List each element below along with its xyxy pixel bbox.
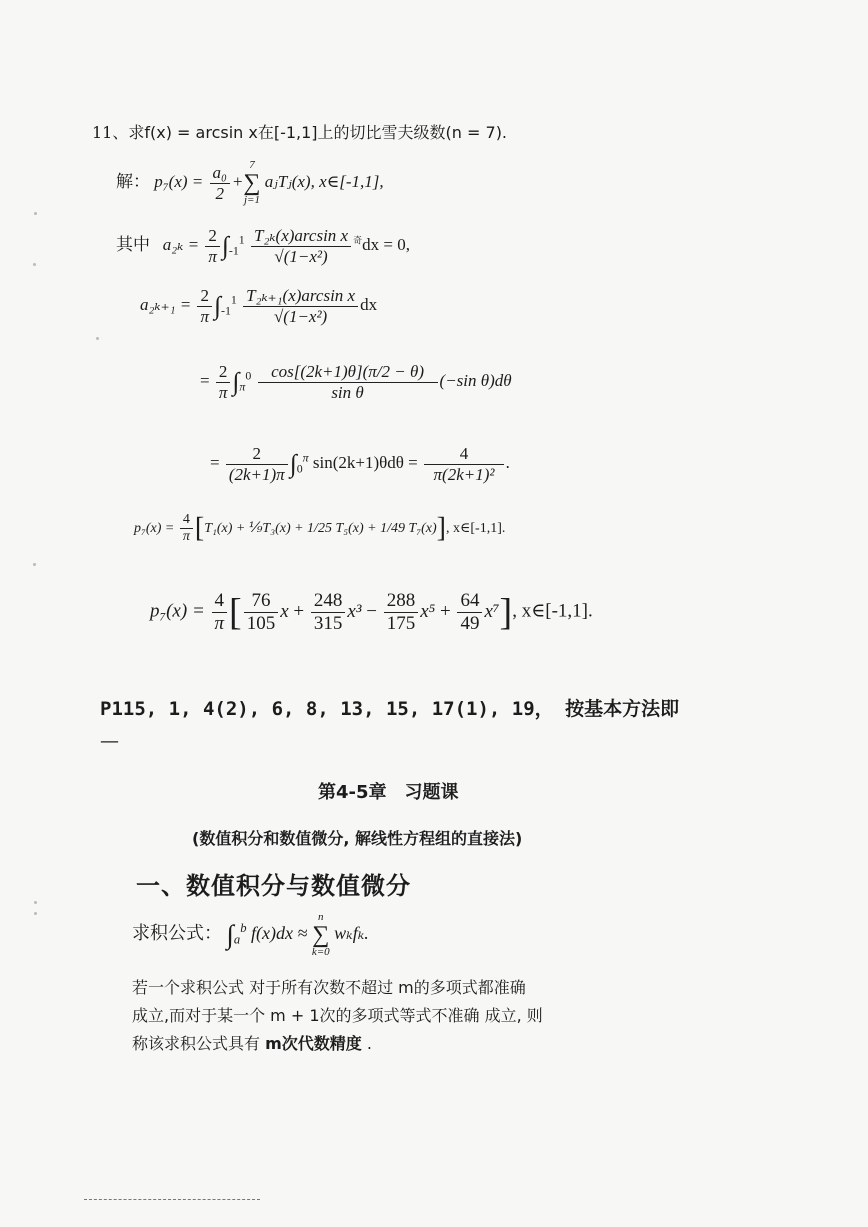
para-line-1: 若一个求积公式 对于所有次数不超过 m的多项式都准确 bbox=[132, 978, 526, 997]
poly-coef-num: 4 bbox=[212, 590, 228, 613]
quadrature-formula: 求积公式： $\int_a^b$ f(x)dx ≈ n ∑ k=0 wₖfₖ. bbox=[132, 911, 369, 958]
step2-fraction bbox=[258, 362, 438, 402]
poly-sign: − bbox=[361, 600, 382, 622]
homework-line bbox=[100, 694, 679, 721]
poly-coef-den: π bbox=[214, 612, 225, 634]
section-heading: 一、数值积分与数值微分 bbox=[136, 872, 411, 900]
poly-term-power: x bbox=[280, 600, 289, 622]
poly-coef bbox=[212, 590, 228, 635]
chapter-title: 第4-5章 习题课 bbox=[318, 782, 459, 803]
scan-speck bbox=[96, 337, 99, 340]
step2-coef bbox=[216, 362, 231, 402]
poly-term-den: 105 bbox=[246, 612, 276, 634]
step3-result-num: 4 bbox=[424, 444, 504, 465]
coef-fraction-2 bbox=[197, 286, 212, 326]
coef-numerator-2: 2 bbox=[197, 286, 212, 307]
a0-numerator: a₀ bbox=[210, 163, 230, 184]
para-line-3a: 称该求积公式具有 bbox=[132, 1034, 266, 1053]
a2k1-rest: dx bbox=[360, 294, 378, 314]
scan-speck bbox=[34, 901, 37, 904]
a2k1-fraction bbox=[243, 286, 358, 326]
step3-denominator: (2k+1)π bbox=[228, 464, 285, 484]
int-upper: 1 bbox=[238, 232, 245, 247]
sum-term: aⱼTⱼ(x), x∈[-1,1], bbox=[264, 171, 384, 191]
step3-coef bbox=[226, 444, 288, 484]
poly-term-den: 175 bbox=[386, 612, 416, 634]
poly-term-fraction bbox=[384, 590, 419, 635]
step3-upper: π bbox=[302, 450, 309, 465]
step3-result-den: π(2k+1)² bbox=[433, 464, 495, 484]
int-lower: -1 bbox=[228, 243, 239, 258]
sum-symbol: 7 ∑ j=1 bbox=[243, 159, 261, 206]
poly-term-num: 64 bbox=[457, 590, 482, 613]
step3-result bbox=[424, 444, 504, 484]
scan-speck bbox=[34, 912, 37, 915]
poly-term-power: x³ bbox=[347, 600, 362, 622]
coef-fraction bbox=[205, 226, 220, 266]
a2k1-numerator: T₂ₖ₊₁(x)arcsin x bbox=[243, 286, 358, 307]
poly-domain: , x∈[-1,1]. bbox=[512, 600, 593, 622]
step2-lower: π bbox=[239, 379, 246, 394]
poly-line: p₇(x) = $\frac{4}{\pi}$ [ $\frac{76}{105}$ x + $\frac{248}{315}$ x³ − $\frac{288}{175}$ x⁵ + $\frac{64}{49}$ x⁷], x∈[-1,1]. bbox=[150, 590, 593, 634]
poly-term-num: 248 bbox=[311, 590, 346, 613]
formula-sum-top: n bbox=[318, 911, 324, 923]
a2k-lhs: a₂ₖ = bbox=[162, 234, 200, 254]
step2-denominator: sin θ bbox=[331, 382, 364, 402]
series-lhs: p₇(x) = bbox=[134, 520, 175, 536]
a2k1-lhs: a₂ₖ₊₁ = bbox=[140, 294, 192, 314]
step2-coef-num: 2 bbox=[216, 362, 231, 383]
step3-line: = $\frac{2}{(2k+1)\pi}$ $\int_0^\pi$ sin(2k+1)θdθ = $\frac{4}{\text{π(2k+1)²}}$ . bbox=[210, 444, 511, 484]
poly-sign: + bbox=[435, 600, 456, 622]
step2-rest: (−sin θ)dθ bbox=[439, 370, 512, 390]
problem-number: 11、 bbox=[92, 123, 129, 142]
step2-upper: 0 bbox=[245, 368, 252, 383]
sum-lower: j=1 bbox=[243, 194, 260, 206]
series-coef-den: π bbox=[182, 529, 190, 545]
algebraic-precision-term: m次代数精度 bbox=[265, 1034, 362, 1053]
coef-denominator-2: π bbox=[200, 306, 209, 326]
where-label: 其中 bbox=[116, 234, 150, 255]
formula-lhs: f(x)dx ≈ bbox=[251, 923, 308, 944]
solution-label: 解： bbox=[116, 171, 150, 192]
p7-definition: 解： p₇(x) = $\frac{\text{a₀}}{2}$ + 7 ∑ j=1 aⱼTⱼ(x), x∈[-1,1], bbox=[116, 159, 384, 206]
coef-denominator: π bbox=[208, 246, 217, 266]
poly-term-power: x⁷ bbox=[484, 600, 500, 622]
formula-upper: b bbox=[240, 921, 247, 936]
poly-term-num: 76 bbox=[244, 590, 279, 613]
poly-term-power: x⁵ bbox=[420, 600, 436, 622]
int-upper-2: 1 bbox=[230, 292, 237, 307]
coef-numerator: 2 bbox=[205, 226, 220, 247]
a2k-rest: dx = 0, bbox=[362, 234, 410, 254]
step3-mid: sin(2k+1)θdθ = bbox=[312, 452, 418, 472]
int-lower-2: -1 bbox=[221, 303, 231, 318]
para-line-3c: . bbox=[361, 1034, 372, 1053]
formula-sum-term: wₖfₖ. bbox=[334, 923, 369, 944]
poly-term-fraction bbox=[244, 590, 279, 635]
problem-text: 求f(x) = arcsin x在[-1,1]上的切比雪夫级数(n = 7). bbox=[128, 123, 508, 142]
series-domain: , x∈[-1,1]. bbox=[446, 520, 506, 536]
a0-denominator: 2 bbox=[215, 183, 224, 203]
poly-sign: + bbox=[288, 600, 309, 622]
para-line-2: 成立,而对于某一个 m + 1次的多项式等式不准确 成立, 则 bbox=[132, 1006, 543, 1025]
problem-statement bbox=[92, 120, 507, 143]
formula-label: 求积公式： bbox=[132, 923, 222, 945]
precision-paragraph bbox=[132, 974, 543, 1058]
a2k1-line: a₂ₖ₊₁ = $\frac{2}{\pi}$ $\int_{-1}^1$ $\frac{\text{T₂ₖ₊₁(x)arcsin x}}{\text{√(1−x²)}}$ dx bbox=[140, 286, 378, 326]
homework-text: P115, 1, 4(2), 6, 8, 13, 15, 17(1), 19， 按基本方法即 bbox=[100, 698, 680, 720]
scan-speck bbox=[34, 212, 37, 215]
para-line-3 bbox=[132, 1030, 543, 1058]
formula-sum: n ∑ k=0 bbox=[311, 911, 330, 958]
series-terms: T₁(x) + ⅑T₃(x) + 1/25 T₅(x) + 1/49 T₇(x) bbox=[204, 520, 437, 536]
poly-term-fraction bbox=[311, 590, 346, 635]
p7-lhs: p₇(x) = bbox=[154, 171, 204, 191]
scan-speck bbox=[33, 563, 36, 566]
a2k-line: 其中 a₂ₖ = $\frac{2}{\pi}$ $\int_{-1}^1$ $\frac{\text{T₂ₖ(x)arcsin x}}{\text{√(1−x²)}}$ $^奇$dx = 0, bbox=[116, 226, 410, 266]
a2k-fraction bbox=[251, 226, 351, 266]
footer-rule bbox=[84, 1199, 260, 1200]
step2-numerator: cos[(2k+1)θ](π/2 − θ) bbox=[258, 362, 438, 383]
formula-lower: a bbox=[233, 932, 241, 947]
formula-sum-bottom: k=0 bbox=[311, 946, 330, 958]
a2k-denominator: √(1−x²) bbox=[274, 246, 328, 266]
sum-upper: 7 bbox=[249, 159, 255, 171]
series-coef bbox=[180, 512, 193, 545]
step2-line: = $\frac{2}{\pi}$ $\int_\pi^0$ $\frac{\cos[(2k+1)\theta](\pi/2 - \theta)}{\text{sin θ}}$ (−sin θ)dθ bbox=[200, 362, 512, 402]
a2k-numerator: T₂ₖ(x)arcsin x bbox=[251, 226, 351, 247]
poly-term-num: 288 bbox=[384, 590, 419, 613]
chapter-subtitle: (数值积分和数值微分, 解线性方程组的直接法) bbox=[192, 829, 523, 848]
series-line: p₇(x) = $\frac{4}{\pi}$ [T₁(x) + ⅑T₃(x) + 1/25 T₅(x) + 1/49 T₇(x)], x∈[-1,1]. bbox=[134, 512, 506, 545]
odd-mark: 奇 bbox=[353, 236, 363, 247]
poly-term-den: 49 bbox=[460, 612, 480, 634]
a2k1-denominator: √(1−x²) bbox=[273, 306, 328, 326]
poly-term-den: 315 bbox=[313, 612, 343, 634]
scan-speck bbox=[33, 263, 36, 266]
poly-term-fraction bbox=[457, 590, 482, 635]
step3-lower: 0 bbox=[296, 461, 303, 476]
series-coef-num: 4 bbox=[180, 512, 193, 529]
a0-fraction bbox=[210, 163, 230, 203]
step3-numerator: 2 bbox=[226, 444, 288, 465]
homework-line2: — bbox=[100, 730, 119, 752]
poly-lhs: p₇(x) = bbox=[150, 600, 205, 622]
step2-coef-den: π bbox=[218, 382, 228, 402]
